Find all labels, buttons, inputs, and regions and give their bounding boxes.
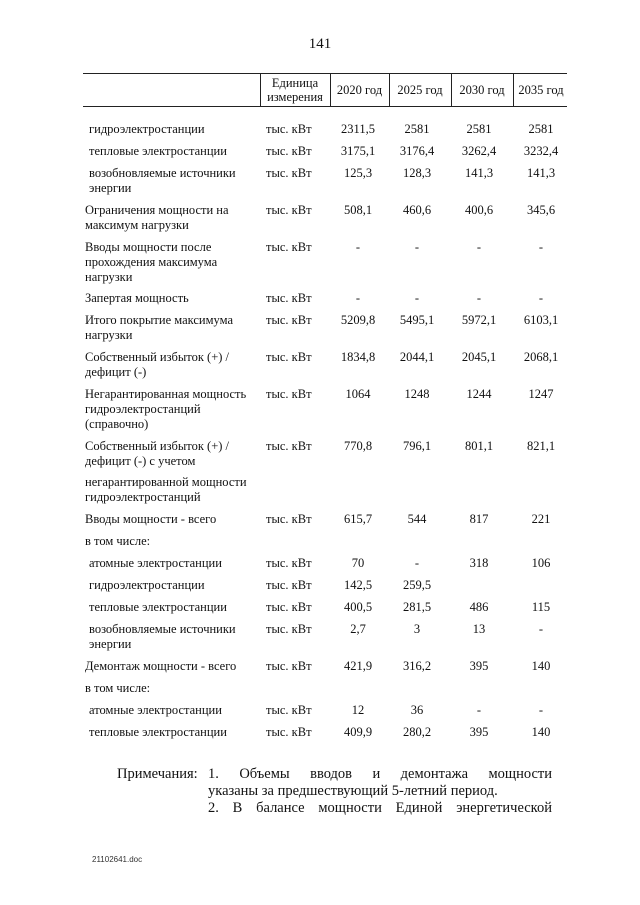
value-cell: 395 <box>469 725 489 739</box>
header-unit: Единица измерения <box>267 75 323 104</box>
value-cell: 12 <box>351 703 365 717</box>
value-cell: 615,7 <box>343 512 373 526</box>
value-cell: - <box>355 240 361 254</box>
value-cell: 3175,1 <box>340 144 376 158</box>
row-label: Вводы мощности после прохождения максимума нагрузки <box>85 240 218 284</box>
value-cell: 421,9 <box>343 659 373 673</box>
file-footer: 21102641.doc <box>92 855 143 864</box>
value-cell: 2581 <box>404 122 430 136</box>
value-cell: 817 <box>469 512 489 526</box>
value-cell: 400,5 <box>343 600 373 614</box>
row-label: Итого покрытие максимума нагрузки <box>85 313 233 342</box>
row-label: Демонтаж мощности - всего <box>85 659 237 673</box>
notes-label: Примечания: <box>117 766 198 782</box>
value-cell: 128,3 <box>402 166 432 180</box>
value-cell: 140 <box>531 659 551 673</box>
value-cell: 2044,1 <box>399 350 435 364</box>
row-label: возобновляемые источники энергии <box>89 622 236 651</box>
value-cell: 3232,4 <box>523 144 559 158</box>
value-cell: 5209,8 <box>340 313 376 327</box>
value-cell: 142,5 <box>343 578 373 592</box>
row-unit: тыс. кВт <box>266 578 312 592</box>
row-label: негарантированной мощности гидроэлектростанций <box>85 475 247 504</box>
value-cell: 259,5 <box>402 578 432 592</box>
row-label: Ограничения мощности на максимум нагрузки <box>85 203 229 232</box>
header-year-2035: 2035 год <box>518 82 564 97</box>
value-cell: 801,1 <box>464 439 494 453</box>
value-cell: - <box>538 240 544 254</box>
value-cell: - <box>355 291 361 305</box>
row-unit: тыс. кВт <box>266 622 312 636</box>
value-cell: - <box>538 703 544 717</box>
value-cell: 345,6 <box>526 203 556 217</box>
header-year-2020: 2020 год <box>336 82 383 97</box>
row-unit: тыс. кВт <box>266 313 312 327</box>
header-year-2030: 2030 год <box>459 82 505 97</box>
value-cell: 6103,1 <box>523 313 559 327</box>
value-cell: 13 <box>472 622 486 636</box>
row-unit: тыс. кВт <box>266 512 312 526</box>
value-cell: 3262,4 <box>461 144 497 158</box>
value-cell: 2311,5 <box>341 122 375 136</box>
value-cell: 409,9 <box>343 725 373 739</box>
value-cell: 318 <box>469 556 489 570</box>
note-2-line-1: 2. В балансе мощности Единой энергетической <box>208 800 552 816</box>
row-label: в том числе: <box>85 534 151 548</box>
row-unit: тыс. кВт <box>266 659 312 673</box>
value-cell: - <box>476 291 482 305</box>
row-unit: тыс. кВт <box>266 350 312 364</box>
value-cell: 2581 <box>466 122 492 136</box>
value-cell: - <box>538 291 544 305</box>
value-cell: - <box>476 703 482 717</box>
row-unit: тыс. кВт <box>266 291 312 305</box>
value-cell: 544 <box>407 512 427 526</box>
value-cell: 1244 <box>466 387 492 401</box>
row-unit: тыс. кВт <box>266 166 312 180</box>
value-cell: 316,2 <box>402 659 432 673</box>
value-cell: 281,5 <box>402 600 432 614</box>
row-label: тепловые электростанции <box>89 725 227 739</box>
row-label: атомные электростанции <box>89 703 222 717</box>
row-unit: тыс. кВт <box>266 144 312 158</box>
row-unit: тыс. кВт <box>266 240 312 254</box>
value-cell: 125,3 <box>343 166 373 180</box>
value-cell: 2068,1 <box>523 350 559 364</box>
value-cell: 486 <box>469 600 489 614</box>
header-year-2025: 2025 год <box>397 82 443 97</box>
value-cell: 400,6 <box>464 203 494 217</box>
header-bottom-rule <box>83 106 567 107</box>
row-label: в том числе: <box>85 681 151 695</box>
value-cell: 106 <box>531 556 551 570</box>
page-number: 141 <box>308 36 332 52</box>
value-cell: 395 <box>469 659 489 673</box>
row-label: тепловые электростанции <box>89 600 227 614</box>
value-cell: 5972,1 <box>461 313 497 327</box>
value-cell: 3 <box>413 622 421 636</box>
value-cell: 1248 <box>404 387 430 401</box>
row-unit: тыс. кВт <box>266 556 312 570</box>
value-cell: 2045,1 <box>461 350 497 364</box>
value-cell: 1834,8 <box>340 350 376 364</box>
value-cell: 141,3 <box>464 166 494 180</box>
value-cell: 140 <box>531 725 551 739</box>
value-cell: - <box>414 240 420 254</box>
value-cell: 460,6 <box>402 203 432 217</box>
value-cell: 221 <box>531 512 551 526</box>
value-cell: 2,7 <box>350 622 366 636</box>
value-cell: 821,1 <box>526 439 556 453</box>
row-label: Негарантированная мощность гидроэлектростанций (справочно) <box>85 387 247 431</box>
row-label: возобновляемые источники энергии <box>89 166 236 195</box>
row-label: атомные электростанции <box>89 556 222 570</box>
value-cell: 115 <box>531 600 551 614</box>
row-unit: тыс. кВт <box>266 387 312 401</box>
row-label: Собственный избыток (+) / дефицит (-) с учетом <box>85 439 230 468</box>
row-unit: тыс. кВт <box>266 439 312 453</box>
value-cell: 796,1 <box>402 439 432 453</box>
row-unit: тыс. кВт <box>266 725 312 739</box>
value-cell: 508,1 <box>343 203 373 217</box>
row-label: тепловые электростанции <box>89 144 227 158</box>
note-1-line-1: 1. Объемы вводов и демонтажа мощности <box>208 766 552 782</box>
value-cell: 1247 <box>528 387 554 401</box>
row-unit: тыс. кВт <box>266 203 312 217</box>
value-cell: 770,8 <box>343 439 373 453</box>
row-label: гидроэлектростанции <box>89 122 205 136</box>
value-cell: - <box>414 291 420 305</box>
value-cell: 1064 <box>345 387 371 401</box>
row-label: Вводы мощности - всего <box>85 512 217 526</box>
value-cell: 2581 <box>528 122 554 136</box>
value-cell: - <box>414 556 420 570</box>
value-cell: 36 <box>410 703 424 717</box>
row-label: Собственный избыток (+) / дефицит (-) <box>85 350 230 379</box>
row-label: Запертая мощность <box>85 291 189 305</box>
value-cell: 70 <box>351 556 365 570</box>
note-1-line-2: указаны за предшествующий 5-летний период. <box>208 783 498 799</box>
value-cell: 5495,1 <box>399 313 435 327</box>
value-cell: 3176,4 <box>399 144 435 158</box>
row-unit: тыс. кВт <box>266 600 312 614</box>
row-unit: тыс. кВт <box>266 122 312 136</box>
row-label: гидроэлектростанции <box>89 578 205 592</box>
value-cell: - <box>538 622 544 636</box>
value-cell: 141,3 <box>526 166 556 180</box>
row-unit: тыс. кВт <box>266 703 312 717</box>
value-cell: 280,2 <box>402 725 432 739</box>
value-cell: - <box>476 240 482 254</box>
